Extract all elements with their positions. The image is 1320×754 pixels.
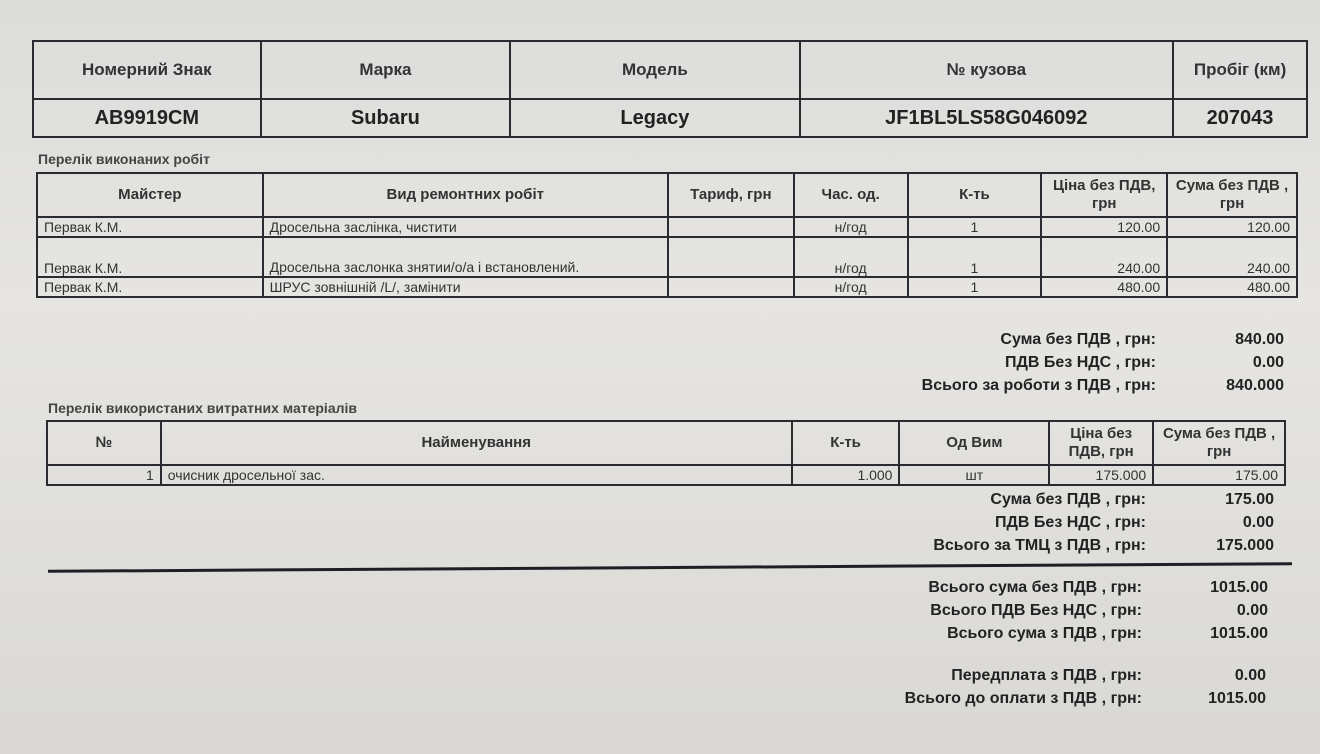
cell-qty: 1 [908,237,1042,277]
summary-row [860,328,1284,351]
header-model: Модель [510,41,799,99]
cell-qty: 1 [908,217,1042,237]
cell-unit: н/год [794,277,908,297]
cell-price: 120.00 [1041,217,1167,237]
summary-row [836,664,1266,687]
mats-header-sum: Сума без ПДВ , грн [1153,421,1285,465]
cell-price: 240.00 [1041,237,1167,277]
summary-row [850,511,1274,534]
materials-title: Перелік використаних витратних матеріалів [48,400,357,416]
divider-line [48,562,1292,573]
works-header-price: Ціна без ПДВ, грн [1041,173,1167,217]
summary-value: 0.00 [1252,353,1284,371]
cell-sum: 175.00 [1153,465,1285,485]
cell-work: ШРУС зовнішній /L/, замінити [263,277,668,297]
works-table [36,172,1298,298]
summary-label: Сума без ПДВ , грн: [1000,330,1156,348]
table-row [47,465,1285,485]
cell-sum: 480.00 [1167,277,1297,297]
summary-row [850,534,1274,557]
summary-row [840,622,1268,645]
cell-price: 480.00 [1041,277,1167,297]
works-header-row [37,173,1297,217]
summary-value: 0.00 [1242,513,1274,531]
summary-value: 175.00 [1225,490,1274,508]
summary-label: Сума без ПДВ , грн: [990,490,1146,508]
summary-row [850,488,1274,511]
works-summary [860,328,1284,397]
works-header-sum: Сума без ПДВ , грн [1167,173,1297,217]
cell-name: очисник дросельної зас. [161,465,792,485]
header-mileage: Пробіг (км) [1173,41,1307,99]
vehicle-header-row [33,41,1307,99]
works-header-type: Вид ремонтних робіт [263,173,668,217]
summary-label: Всього до оплати з ПДВ , грн: [904,689,1142,707]
materials-summary [850,488,1274,557]
vehicle-table [32,40,1308,138]
value-mileage: 207043 [1173,99,1307,137]
cell-unit: н/год [794,237,908,277]
cell-no: 1 [47,465,161,485]
value-model: Legacy [510,99,799,137]
works-header-rate: Тариф, грн [668,173,794,217]
summary-value: 840.00 [1235,330,1284,348]
value-plate: AB9919CM [33,99,261,137]
summary-value: 0.00 [1236,601,1268,619]
summary-value: 1015.00 [1208,689,1266,707]
cell-sum: 120.00 [1167,217,1297,237]
mats-header-no: № [47,421,161,465]
cell-price: 175.000 [1049,465,1153,485]
value-vin: JF1BL5LS58G046092 [800,99,1174,137]
works-title: Перелік виконаних робіт [38,151,210,167]
header-plate: Номерний Знак [33,41,261,99]
cell-sum: 240.00 [1167,237,1297,277]
cell-master: Первак К.М. [37,277,263,297]
summary-label: Всього за роботи з ПДВ , грн: [921,376,1156,394]
summary-value: 0.00 [1234,666,1266,684]
summary-row [840,599,1268,622]
cell-master: Первак К.М. [37,237,263,277]
mats-header-name: Найменування [161,421,792,465]
mats-header-price: Ціна без ПДВ, грн [1049,421,1153,465]
table-row [37,277,1297,297]
cell-rate [668,237,794,277]
materials-table [46,420,1286,486]
payment-summary [836,664,1266,710]
materials-header-row [47,421,1285,465]
summary-value: 840.000 [1226,376,1284,394]
summary-row [836,687,1266,710]
summary-label: Всього сума без ПДВ , грн: [928,578,1142,596]
summary-value: 1015.00 [1210,578,1268,596]
summary-label: Всього ПДВ Без НДС , грн: [930,601,1142,619]
cell-master: Первак К.М. [37,217,263,237]
works-header-unit: Час. од. [794,173,908,217]
header-vin: № кузова [800,41,1174,99]
vehicle-value-row [33,99,1307,137]
mats-header-qty: К-ть [792,421,900,465]
cell-rate [668,217,794,237]
summary-row [860,351,1284,374]
mats-header-unit: Од Вим [899,421,1049,465]
cell-unit: шт [899,465,1049,485]
cell-qty: 1.000 [792,465,900,485]
works-header-qty: К-ть [908,173,1042,217]
cell-rate [668,277,794,297]
table-row [37,217,1297,237]
value-make: Subaru [261,99,511,137]
summary-label: Передплата з ПДВ , грн: [951,666,1142,684]
cell-work: Дросельна заслінка, чистити [263,217,668,237]
cell-qty: 1 [908,277,1042,297]
summary-value: 1015.00 [1210,624,1268,642]
summary-row [860,374,1284,397]
cell-work: Дросельна заслонка знятии/о/а і встановлений. [263,237,668,277]
totals-summary [840,576,1268,645]
summary-label: Всього за ТМЦ з ПДВ , грн: [933,536,1146,554]
summary-label: ПДВ Без НДС , грн: [995,513,1146,531]
works-header-master: Майстер [37,173,263,217]
summary-label: ПДВ Без НДС , грн: [1005,353,1156,371]
table-row [37,237,1297,277]
summary-row [840,576,1268,599]
cell-unit: н/год [794,217,908,237]
summary-label: Всього сума з ПДВ , грн: [947,624,1142,642]
header-make: Марка [261,41,511,99]
summary-value: 175.000 [1216,536,1274,554]
